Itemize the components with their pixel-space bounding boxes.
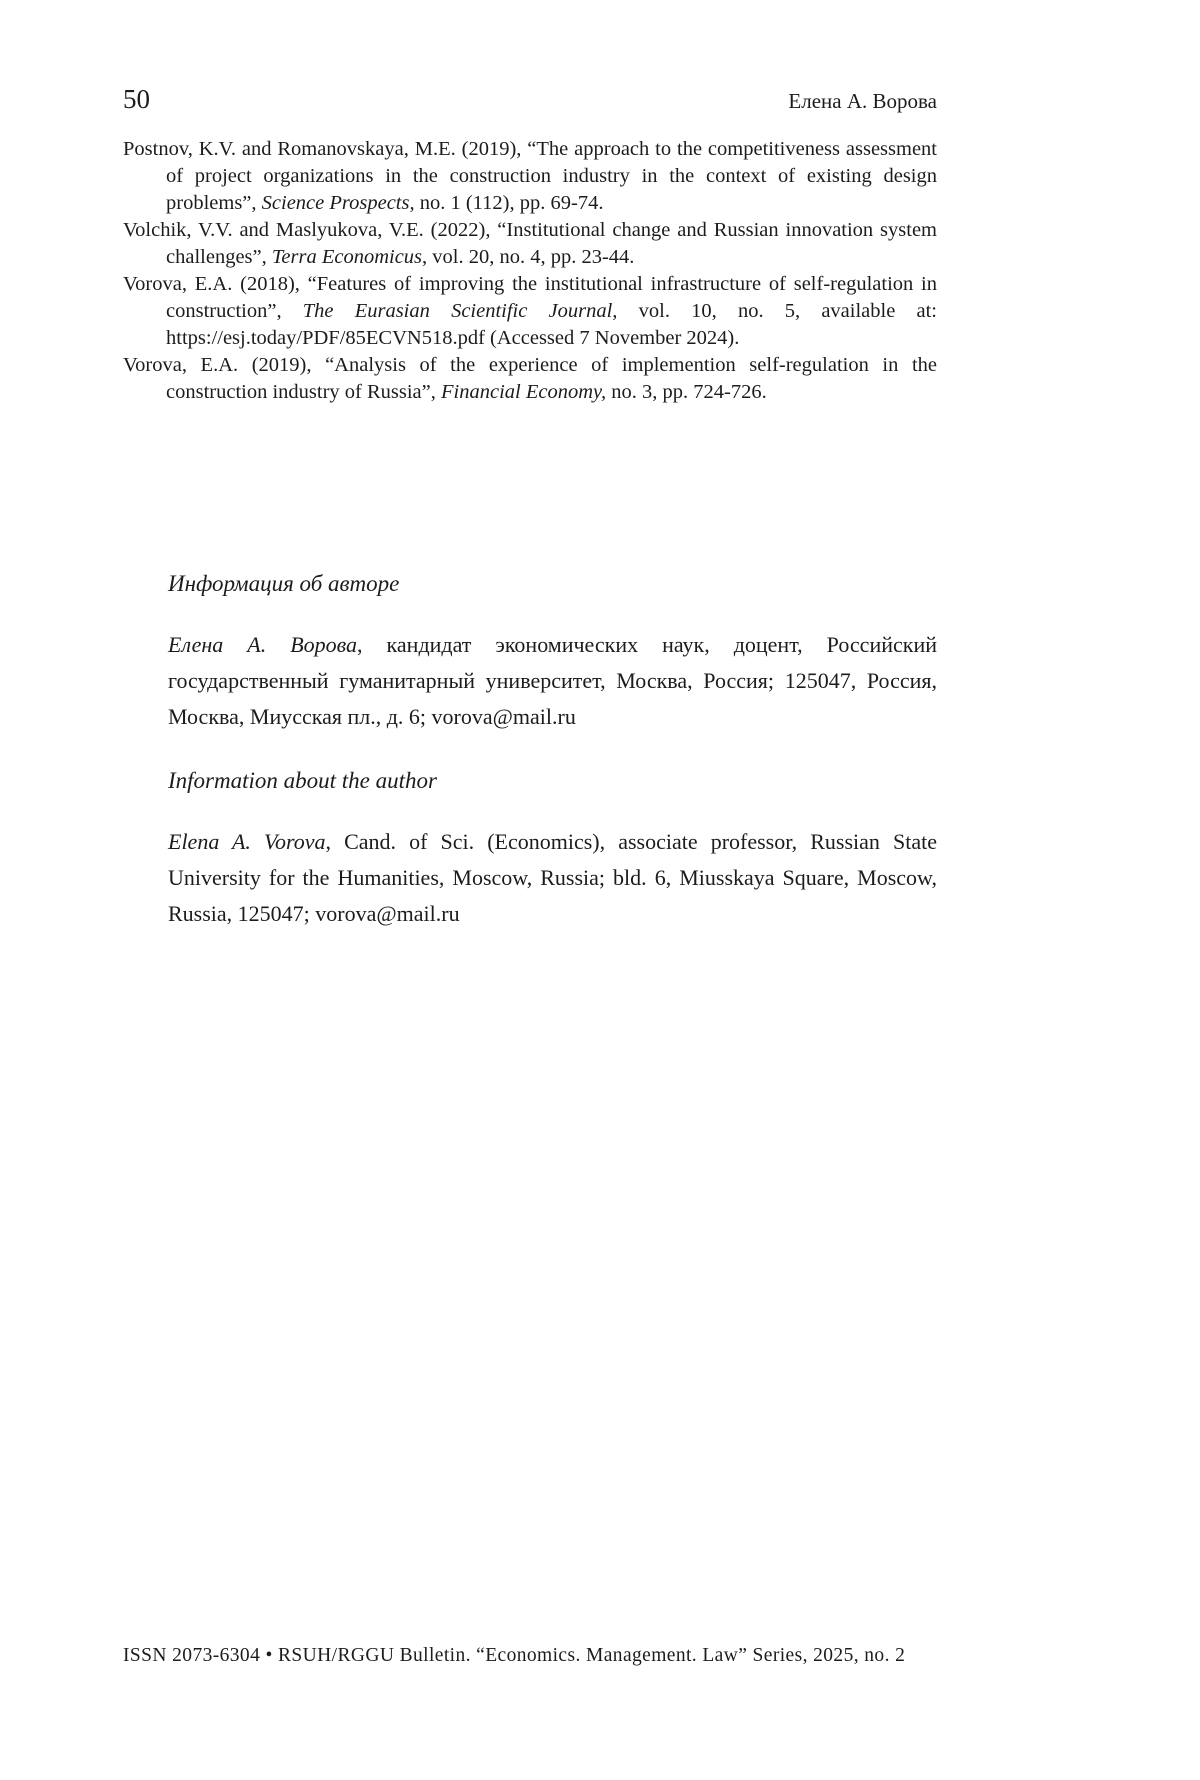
author-info-section-ru [168, 571, 937, 735]
running-head-author: Елена А. Ворова [788, 89, 937, 113]
reference-entry: Postnov, K.V. and Romanovskaya, M.E. (2019), “The approach to the competitiveness assessment of project organizations in the construction industry in the context of existing design problems”, Science Prospects, no. 1 (112), pp. 69-74. [123, 138, 937, 214]
reference-entry: Vorova, E.A. (2019), “Analysis of the experience of implemention self-regulation in the construction industry of Russia”, Financial Economy, no. 3, pp. 724-726. [123, 354, 937, 403]
page-footer: ISSN 2073-6304 • RSUH/RGGU Bulletin. “Economics. Management. Law” Series, 2025, no. 2 [123, 1645, 906, 1666]
references-list [123, 136, 937, 406]
document-page [123, 0, 937, 1780]
running-header [123, 84, 937, 115]
section-heading-en: Information about the author [168, 768, 437, 793]
section-heading-ru: Информация об авторе [168, 571, 400, 596]
reference-entry: Vorova, E.A. (2018), “Features of improving the institutional infrastructure of self-regulation in construction”, The Eurasian Scientific Journal, vol. 10, no. 5, available at: https://esj.today/PDF/85ECVN518.pdf (Accessed 7 November 2024). [123, 273, 937, 349]
page-number: 50 [123, 84, 150, 114]
author-paragraph-en: Elena A. Vorova, Cand. of Sci. (Economics), associate professor, Russian State University for the Humanities, Moscow, Russia; bld. 6, Miusskaya Square, Moscow, Russia, 125047; vorova@mail.ru [168, 829, 937, 926]
author-paragraph-ru: Елена А. Ворова, кандидат экономических наук, доцент, Российский государственный гуманитарный университет, Москва, Россия; 125047, Россия, Москва, Миусская пл., д. 6; vorova@mail.ru [168, 632, 937, 729]
author-info-section-en [168, 768, 937, 932]
reference-entry: Volchik, V.V. and Maslyukova, V.E. (2022), “Institutional change and Russian innovation system challenges”, Terra Economicus, vol. 20, no. 4, pp. 23-44. [123, 219, 937, 268]
